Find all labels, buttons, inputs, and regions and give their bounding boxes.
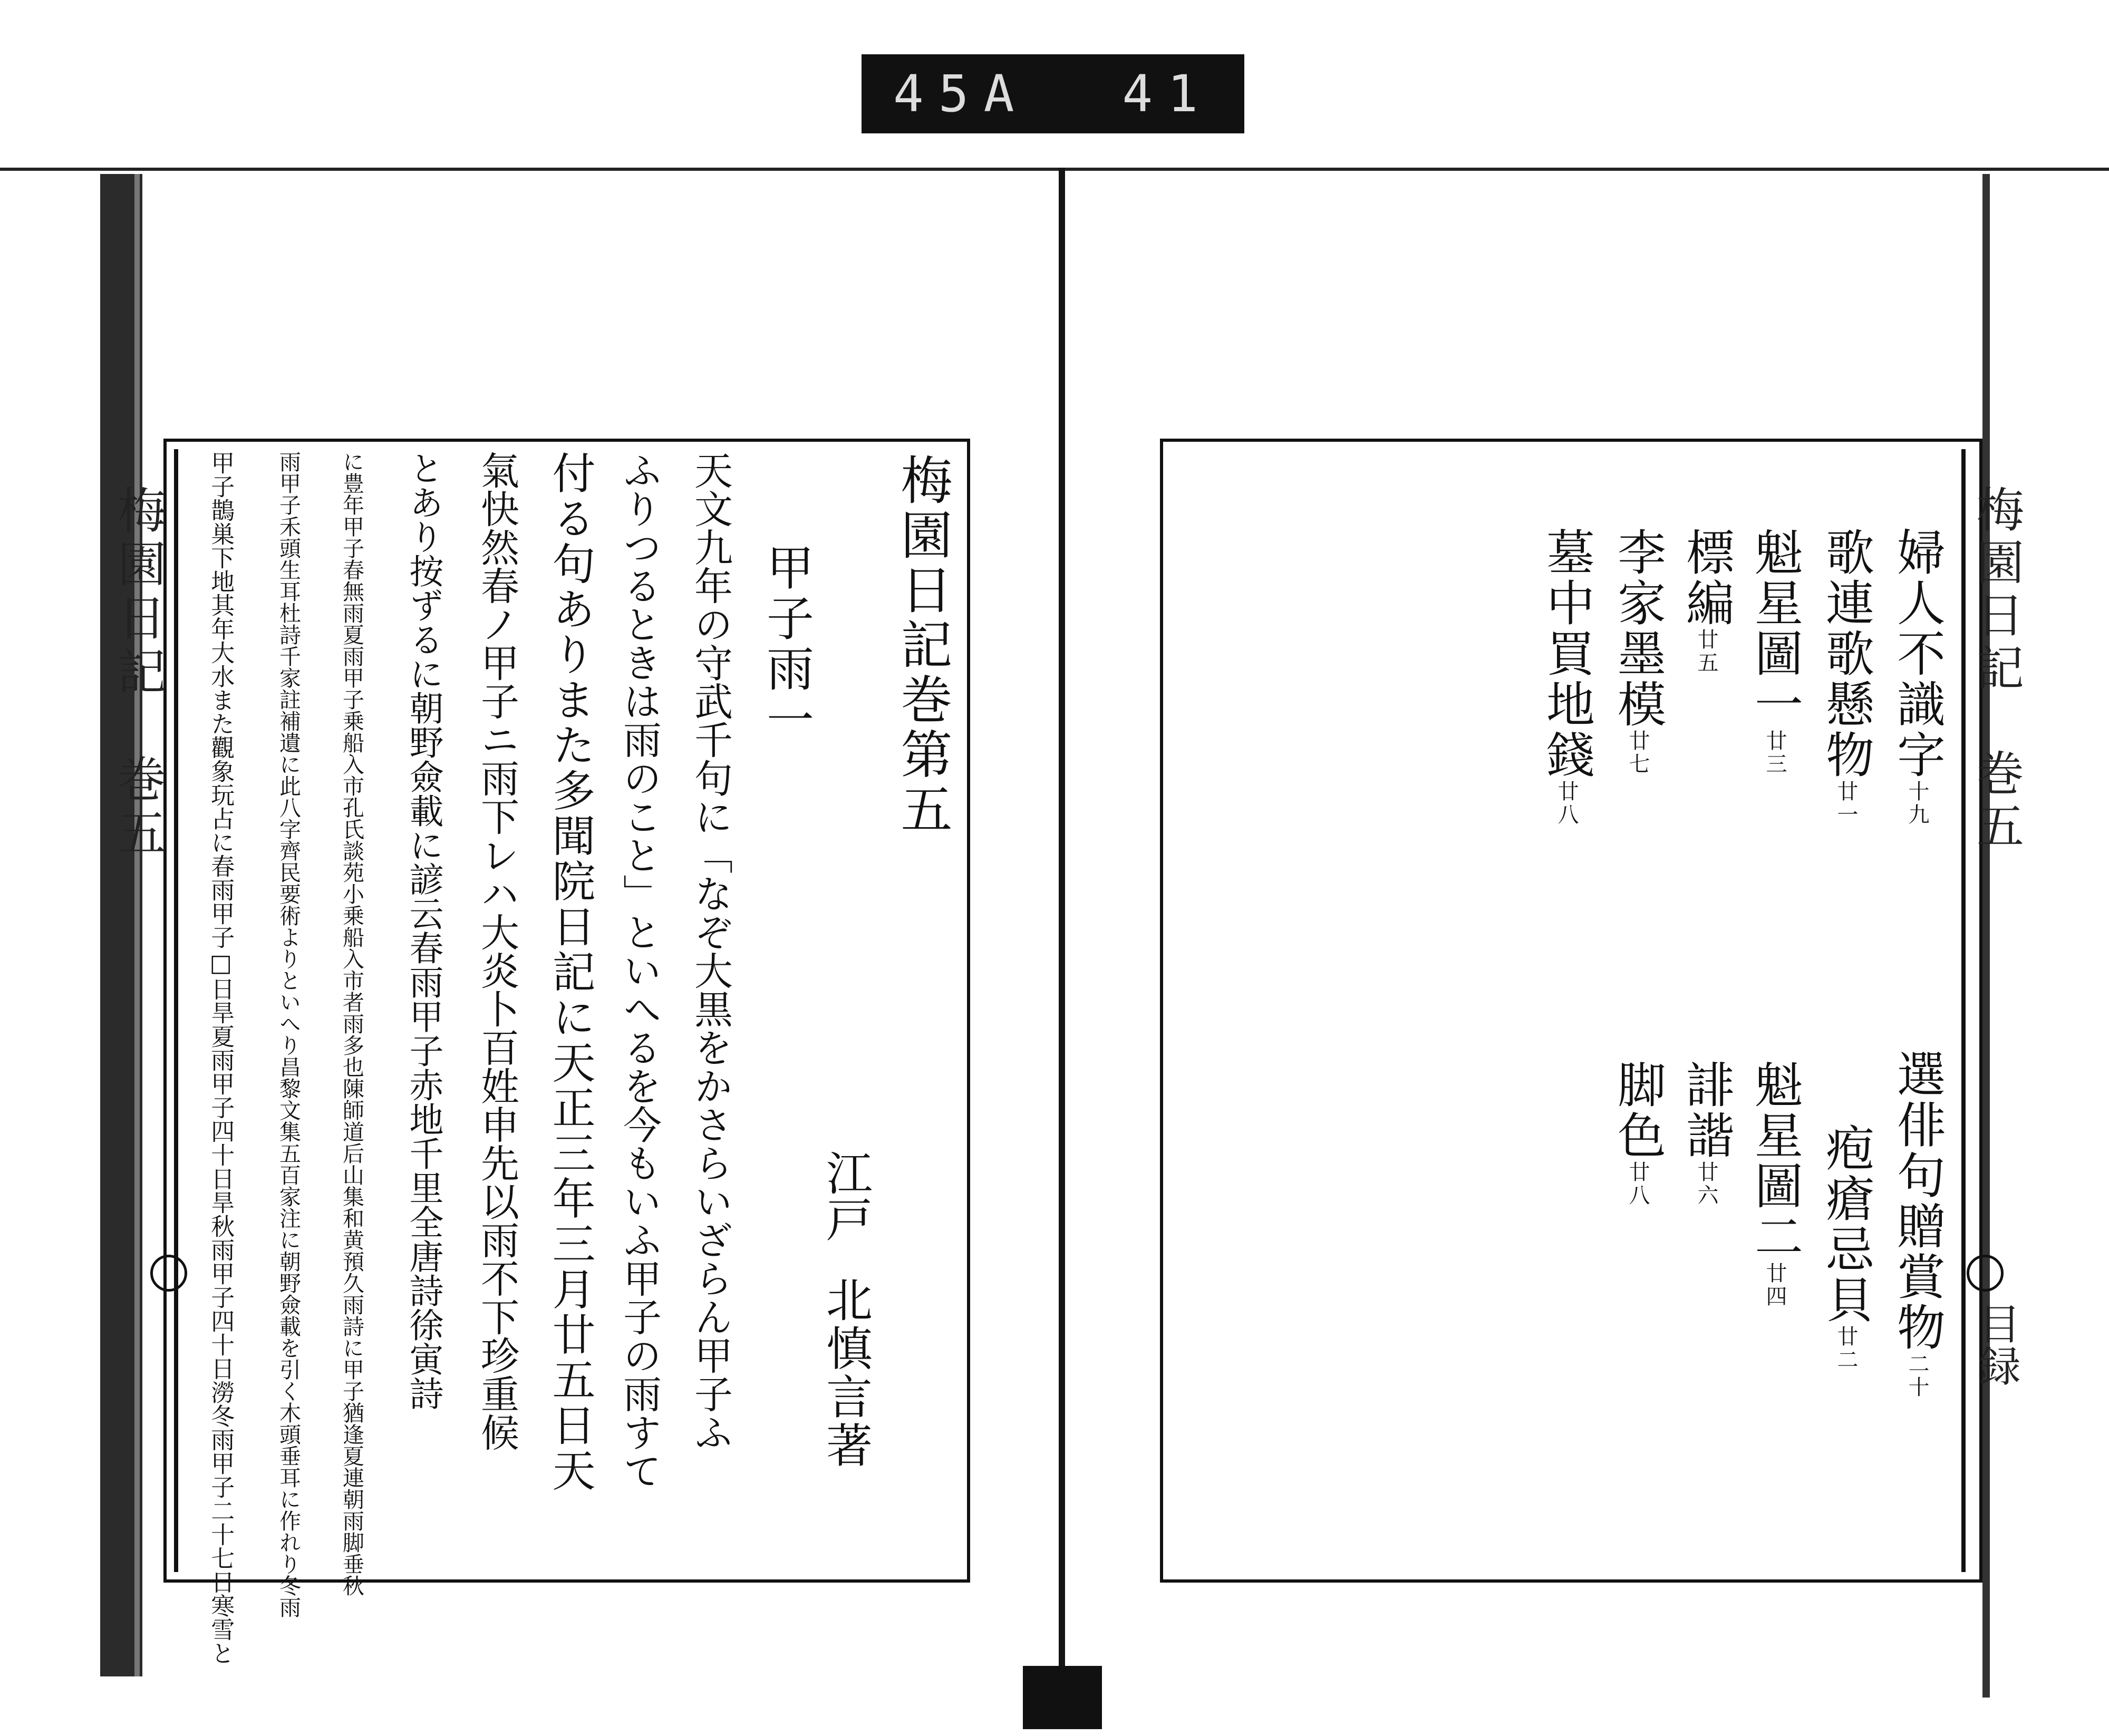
right-page-inner-rule (1961, 449, 1966, 1572)
toc-item-page: 十九 (1905, 780, 1929, 827)
toc-item (1889, 1049, 1946, 1399)
body-line-2: ふりつるときは雨のこと」といへるを今もいふ甲子の雨すて (616, 451, 661, 1490)
left-margin-title: 梅園日記 巻五 (110, 485, 166, 861)
toc-item-page: 廿八 (1554, 780, 1579, 827)
body-line-3: 付る句ありまた多聞院日記に天正三年三月廿五日天 (545, 451, 595, 1493)
left-page-inner-rule (174, 449, 178, 1572)
toc-item-page: 廿三 (1763, 730, 1787, 776)
toc-item-title: 墓中買地錢 (1539, 527, 1595, 780)
body-line-8: 甲子鵲巣下地其年大水また觀象玩占に春雨甲子□日旱夏雨甲子四十日旱秋雨甲子四十日澇冬雨甲子二十七日寒雪と (207, 451, 235, 1665)
right-margin-title: 梅園日記 巻五 (1968, 485, 2024, 854)
left-margin-circle (150, 1255, 187, 1292)
toc-item (1610, 1060, 1666, 1207)
toc-item (1747, 1060, 1803, 1308)
toc-item-title: 疱瘡忌貝 (1818, 1123, 1874, 1325)
catalog-label (862, 54, 1244, 133)
toc-item-title: 魁星圖二 (1747, 1060, 1803, 1262)
toc-item-page: 廿六 (1694, 1161, 1718, 1207)
toc-item-title: 李家墨模 (1610, 527, 1666, 730)
toc-item (1818, 527, 1874, 827)
toc-item (1678, 1060, 1735, 1207)
body-line-6: に豊年甲子春無雨夏雨甲子乗船入市孔氏談苑小乗船入市者雨多也陳師道后山集和黄預久雨詩に甲子猶逢夏連朝雨脚垂秋 (339, 451, 365, 1596)
author: 北慎言著 (819, 1276, 873, 1470)
body-line-5: とあり按ずるに朝野僉載に諺云春雨甲子赤地千里全唐詩徐寅詩 (403, 451, 443, 1410)
catalog-label-right: 41 (1122, 64, 1213, 123)
toc-item (1889, 527, 1946, 827)
toc-item-title: 婦人不識字 (1889, 527, 1946, 780)
toc-item-page: 廿一 (1834, 780, 1858, 827)
toc-item-title: 魁星圖一 (1747, 527, 1803, 730)
body-line-7: 雨甲子禾頭生耳杜詩千家註補遺に此八字齊民要術よりといへり昌黎文集五百家注に朝野僉載を引く木頭垂耳に作れり冬雨 (276, 451, 302, 1618)
section-title: 甲子雨一 (758, 543, 814, 745)
body-line-4: 氣快然春ノ甲子ニ雨下レハ大炎卜百姓申先以雨不下珍重候 (474, 451, 519, 1451)
toc-item (1747, 527, 1803, 776)
right-margin-circle (1967, 1255, 2004, 1292)
toc-item (1818, 1123, 1874, 1372)
left-spine-edge (134, 174, 140, 1676)
toc-item (1610, 527, 1666, 776)
toc-item-page: 二十 (1905, 1353, 1929, 1399)
toc-item-page: 廿五 (1694, 628, 1718, 675)
toc-item-title: 選俳句贈賞物 (1889, 1049, 1946, 1353)
author-place: 江戸 (819, 1149, 873, 1242)
toc-item-page: 廿二 (1834, 1325, 1858, 1372)
center-fold (1059, 168, 1065, 1702)
toc-item (1539, 527, 1595, 827)
toc-item-page: 廿七 (1626, 730, 1650, 776)
toc-item (1678, 527, 1735, 675)
toc-item-title: 歌連歌懸物 (1818, 527, 1874, 780)
center-fold-foot (1023, 1666, 1102, 1729)
body-line-1: 天文九年の守武千句に「なぞ大黒をかさらいざらん甲子ふ (688, 451, 732, 1451)
toc-item-title: 脚色 (1610, 1060, 1666, 1161)
toc-item-title: 標編 (1678, 527, 1735, 628)
toc-item-page: 廿四 (1763, 1262, 1787, 1308)
top-rule (0, 168, 2109, 171)
catalog-label-left: 45A (893, 64, 1029, 123)
right-edge (1982, 174, 1990, 1698)
right-margin-bottom: 目録 (1971, 1302, 2020, 1386)
toc-item-page: 廿八 (1626, 1161, 1650, 1207)
book-title: 梅園日記巻第五 (892, 453, 952, 837)
toc-item-title: 誹諧 (1678, 1060, 1735, 1161)
